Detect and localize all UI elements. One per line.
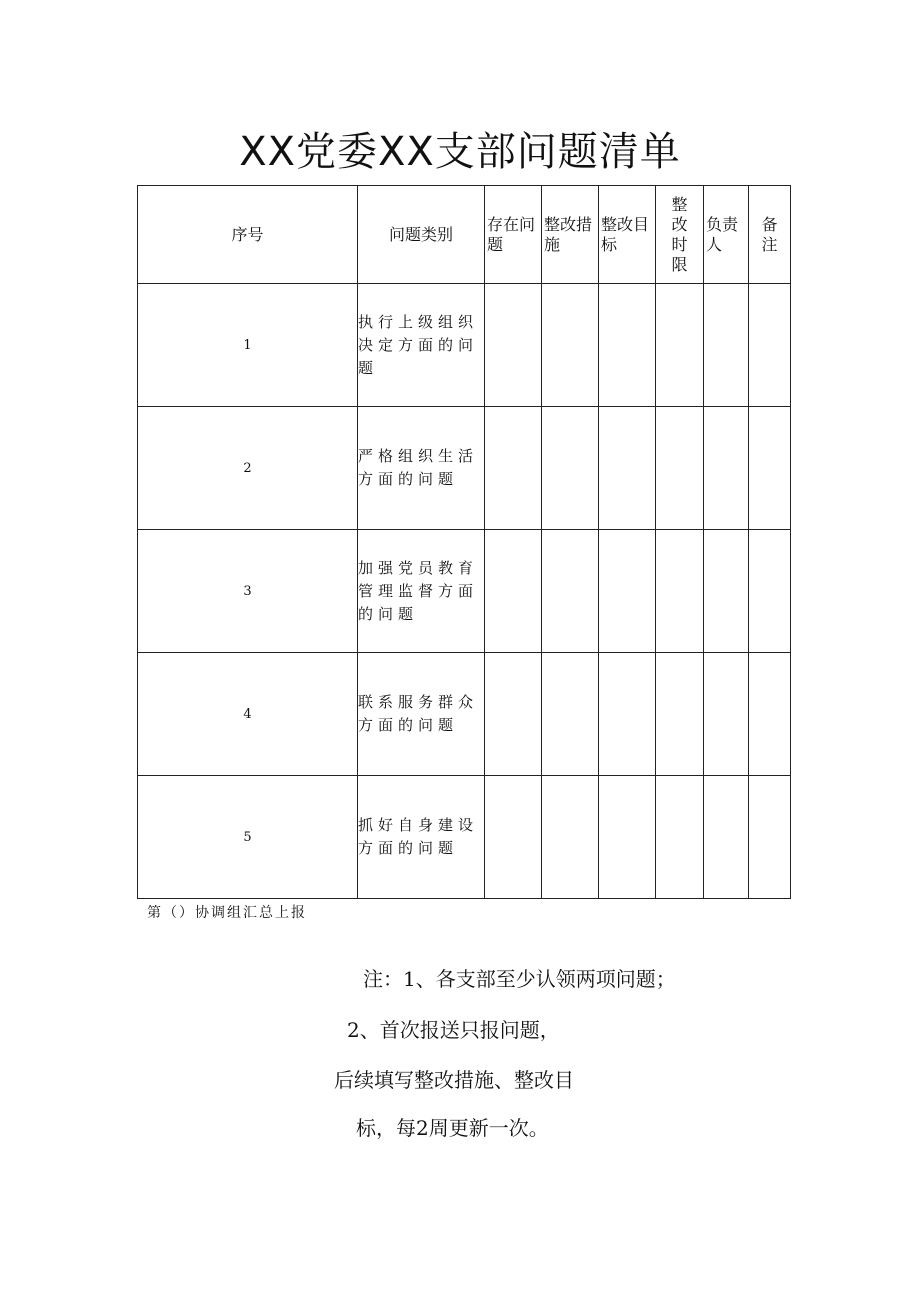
cell-rectification-measures: [542, 530, 599, 653]
cell-existing-issue: [485, 653, 542, 776]
cell-rectification-deadline: [656, 284, 704, 407]
table-row: [138, 407, 791, 530]
header-rectification-measures: 整改措施: [542, 186, 599, 284]
cell-remarks: [749, 284, 791, 407]
row-category: 抓好自身建设方面的问题: [358, 776, 485, 899]
cell-rectification-target: [599, 407, 656, 530]
row-serial-number: 1: [138, 284, 358, 407]
note-line-2: 2、首次报送只报问题，: [347, 1018, 560, 1042]
header-remarks: 备注: [749, 186, 791, 284]
header-existing-issue: 存在问题: [485, 186, 542, 284]
table-row: [138, 284, 791, 407]
note-line-3: 后续填写整改措施、整改目: [334, 1068, 574, 1092]
cell-remarks: [749, 776, 791, 899]
row-category: 加强党员教育管理监督方面的问题: [358, 530, 485, 653]
cell-responsible-person: [704, 284, 749, 407]
cell-rectification-target: [599, 776, 656, 899]
cell-rectification-measures: [542, 407, 599, 530]
cell-responsible-person: [704, 530, 749, 653]
header-rectification-target: 整改目标: [599, 186, 656, 284]
header-rectification-deadline: 整改时限: [656, 186, 704, 284]
note-line-1: 注：1、各支部至少认领两项问题；: [363, 967, 676, 991]
note-line-4: 标，每2周更新一次。: [356, 1116, 549, 1140]
cell-remarks: [749, 530, 791, 653]
cell-responsible-person: [704, 407, 749, 530]
header-responsible-person: 负责人: [704, 186, 749, 284]
issue-list-table: [137, 185, 791, 899]
header-category: 问题类别: [358, 186, 485, 284]
table-row: [138, 653, 791, 776]
group-submission-note: 第（）协调组汇总上报: [147, 905, 307, 921]
row-serial-number: 2: [138, 407, 358, 530]
table-row: [138, 530, 791, 653]
row-serial-number: 3: [138, 530, 358, 653]
row-category: 严格组织生活方面的问题: [358, 407, 485, 530]
header-serial: 序号: [138, 186, 358, 284]
cell-remarks: [749, 653, 791, 776]
cell-rectification-target: [599, 284, 656, 407]
cell-rectification-measures: [542, 776, 599, 899]
cell-existing-issue: [485, 776, 542, 899]
table-header-row: [138, 186, 791, 284]
cell-remarks: [749, 407, 791, 530]
page-title: XX党委XX支部问题清单: [239, 129, 681, 175]
cell-rectification-measures: [542, 284, 599, 407]
cell-existing-issue: [485, 530, 542, 653]
cell-responsible-person: [704, 653, 749, 776]
cell-rectification-target: [599, 530, 656, 653]
cell-existing-issue: [485, 284, 542, 407]
cell-rectification-deadline: [656, 653, 704, 776]
row-serial-number: 5: [138, 776, 358, 899]
cell-rectification-deadline: [656, 407, 704, 530]
cell-rectification-measures: [542, 653, 599, 776]
cell-rectification-deadline: [656, 776, 704, 899]
cell-rectification-deadline: [656, 530, 704, 653]
row-category: 执行上级组织决定方面的问题: [358, 284, 485, 407]
row-serial-number: 4: [138, 653, 358, 776]
cell-rectification-target: [599, 653, 656, 776]
table-row: [138, 776, 791, 899]
cell-existing-issue: [485, 407, 542, 530]
row-category: 联系服务群众方面的问题: [358, 653, 485, 776]
cell-responsible-person: [704, 776, 749, 899]
